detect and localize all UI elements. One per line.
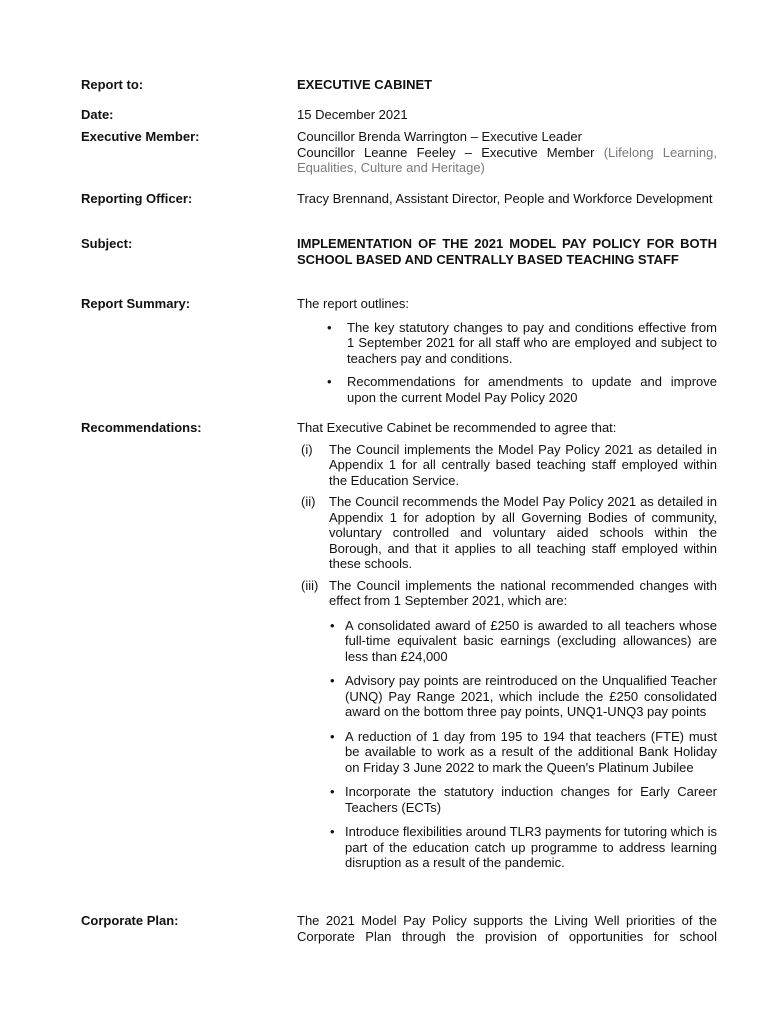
reporting-officer-value: Tracy Brennand, Assistant Director, People and Workforce Development bbox=[297, 191, 713, 206]
corporate-plan-value: The 2021 Model Pay Policy supports the Living Well priorities of the Corporate Plan through the provision of opportunities for school bbox=[297, 913, 717, 944]
subject-label: Subject: bbox=[81, 236, 133, 251]
list-item bbox=[297, 320, 717, 367]
bullet-icon: • bbox=[330, 617, 335, 633]
executive-member-line-2 bbox=[297, 145, 717, 176]
list-item bbox=[329, 824, 717, 871]
list-item bbox=[297, 374, 717, 405]
list-item bbox=[297, 494, 717, 572]
list-item bbox=[329, 784, 717, 815]
recommendations-label: Recommendations: bbox=[81, 420, 202, 435]
report-summary-label: Report Summary: bbox=[81, 296, 191, 311]
bullet-icon: • bbox=[327, 319, 332, 335]
date-label: Date: bbox=[81, 107, 114, 122]
executive-member-portfolio: (Lifelong Learning, Equalities, Culture and Heritage) bbox=[297, 144, 717, 175]
list-item-text: A consolidated award of £250 is awarded to all teachers whose full-time equivalent basic earnings (excluding allowances) are less than £24,000 bbox=[345, 617, 717, 664]
item-number: (iii) bbox=[301, 577, 319, 593]
bullet-icon: • bbox=[330, 824, 335, 839]
list-item-text: The Council implements the national recommended changes with effect from 1 September 2021, which are: bbox=[329, 577, 717, 608]
recommendations-intro: That Executive Cabinet be recommended to agree that: bbox=[297, 420, 617, 435]
report-summary-list bbox=[297, 320, 717, 406]
corporate-plan-label: Corporate Plan: bbox=[81, 913, 179, 928]
list-item-text: The key statutory changes to pay and conditions effective from 1 September 2021 for all staff who are employed and subject to teachers pay and conditions. bbox=[347, 319, 717, 366]
national-changes-list bbox=[329, 618, 717, 871]
list-item bbox=[297, 578, 717, 871]
subject-value: IMPLEMENTATION OF THE 2021 MODEL PAY POLICY FOR BOTH SCHOOL BASED AND CENTRALLY BASED TEACHING STAFF bbox=[297, 236, 717, 267]
executive-member-label: Executive Member: bbox=[81, 129, 200, 144]
executive-member-line-1: Councillor Brenda Warrington – Executive Leader bbox=[297, 129, 582, 144]
recommendations-list bbox=[297, 442, 717, 871]
list-item-text: A reduction of 1 day from 195 to 194 that teachers (FTE) must be available to work as a result of the additional Bank Holiday on Friday 3 June 2022 to mark the Queen's Platinum Jubilee bbox=[345, 728, 717, 775]
list-item bbox=[329, 673, 717, 720]
list-item-text: The Council recommends the Model Pay Policy 2021 as detailed in Appendix 1 for adoption by all Governing Bodies of community, voluntary controlled and voluntary aided schools within the Borough, and that it applies to all teaching staff employed within these schools. bbox=[329, 494, 717, 571]
report-to-label: Report to: bbox=[81, 77, 144, 92]
list-item bbox=[297, 442, 717, 489]
bullet-icon: • bbox=[327, 374, 332, 389]
report-to-value: EXECUTIVE CABINET bbox=[297, 77, 433, 92]
item-number: (i) bbox=[301, 441, 313, 457]
list-item-text: The Council implements the Model Pay Policy 2021 as detailed in Appendix 1 for all centrally based teaching staff employed within the Education Service. bbox=[329, 441, 717, 488]
list-item bbox=[329, 618, 717, 665]
list-item-text: Incorporate the statutory induction changes for Early Career Teachers (ECTs) bbox=[345, 784, 717, 815]
list-item bbox=[329, 729, 717, 776]
executive-member-line-2-name: Councillor Leanne Feeley – Executive Member bbox=[297, 144, 595, 160]
executive-member-value bbox=[297, 129, 717, 176]
bullet-icon: • bbox=[330, 784, 335, 799]
item-number: (ii) bbox=[301, 494, 316, 509]
list-item-text: Recommendations for amendments to update and improve upon the current Model Pay Policy 2020 bbox=[347, 374, 717, 405]
list-item-text: Introduce flexibilities around TLR3 payments for tutoring which is part of the education catch up programme to address learning disruption as a result of the pandemic. bbox=[345, 824, 717, 870]
list-item-text: Advisory pay points are reintroduced on the Unqualified Teacher (UNQ) Pay Range 2021, which include the £250 consolidated award on the bottom three pay points, UNQ1-UNQ3 pay points bbox=[345, 673, 717, 719]
reporting-officer-label: Reporting Officer: bbox=[81, 191, 193, 206]
report-summary-intro: The report outlines: bbox=[297, 296, 410, 311]
bullet-icon: • bbox=[330, 728, 335, 744]
recommendations-value bbox=[297, 420, 717, 871]
date-value: 15 December 2021 bbox=[297, 107, 408, 122]
report-summary-value bbox=[297, 296, 717, 405]
bullet-icon: • bbox=[330, 673, 335, 688]
